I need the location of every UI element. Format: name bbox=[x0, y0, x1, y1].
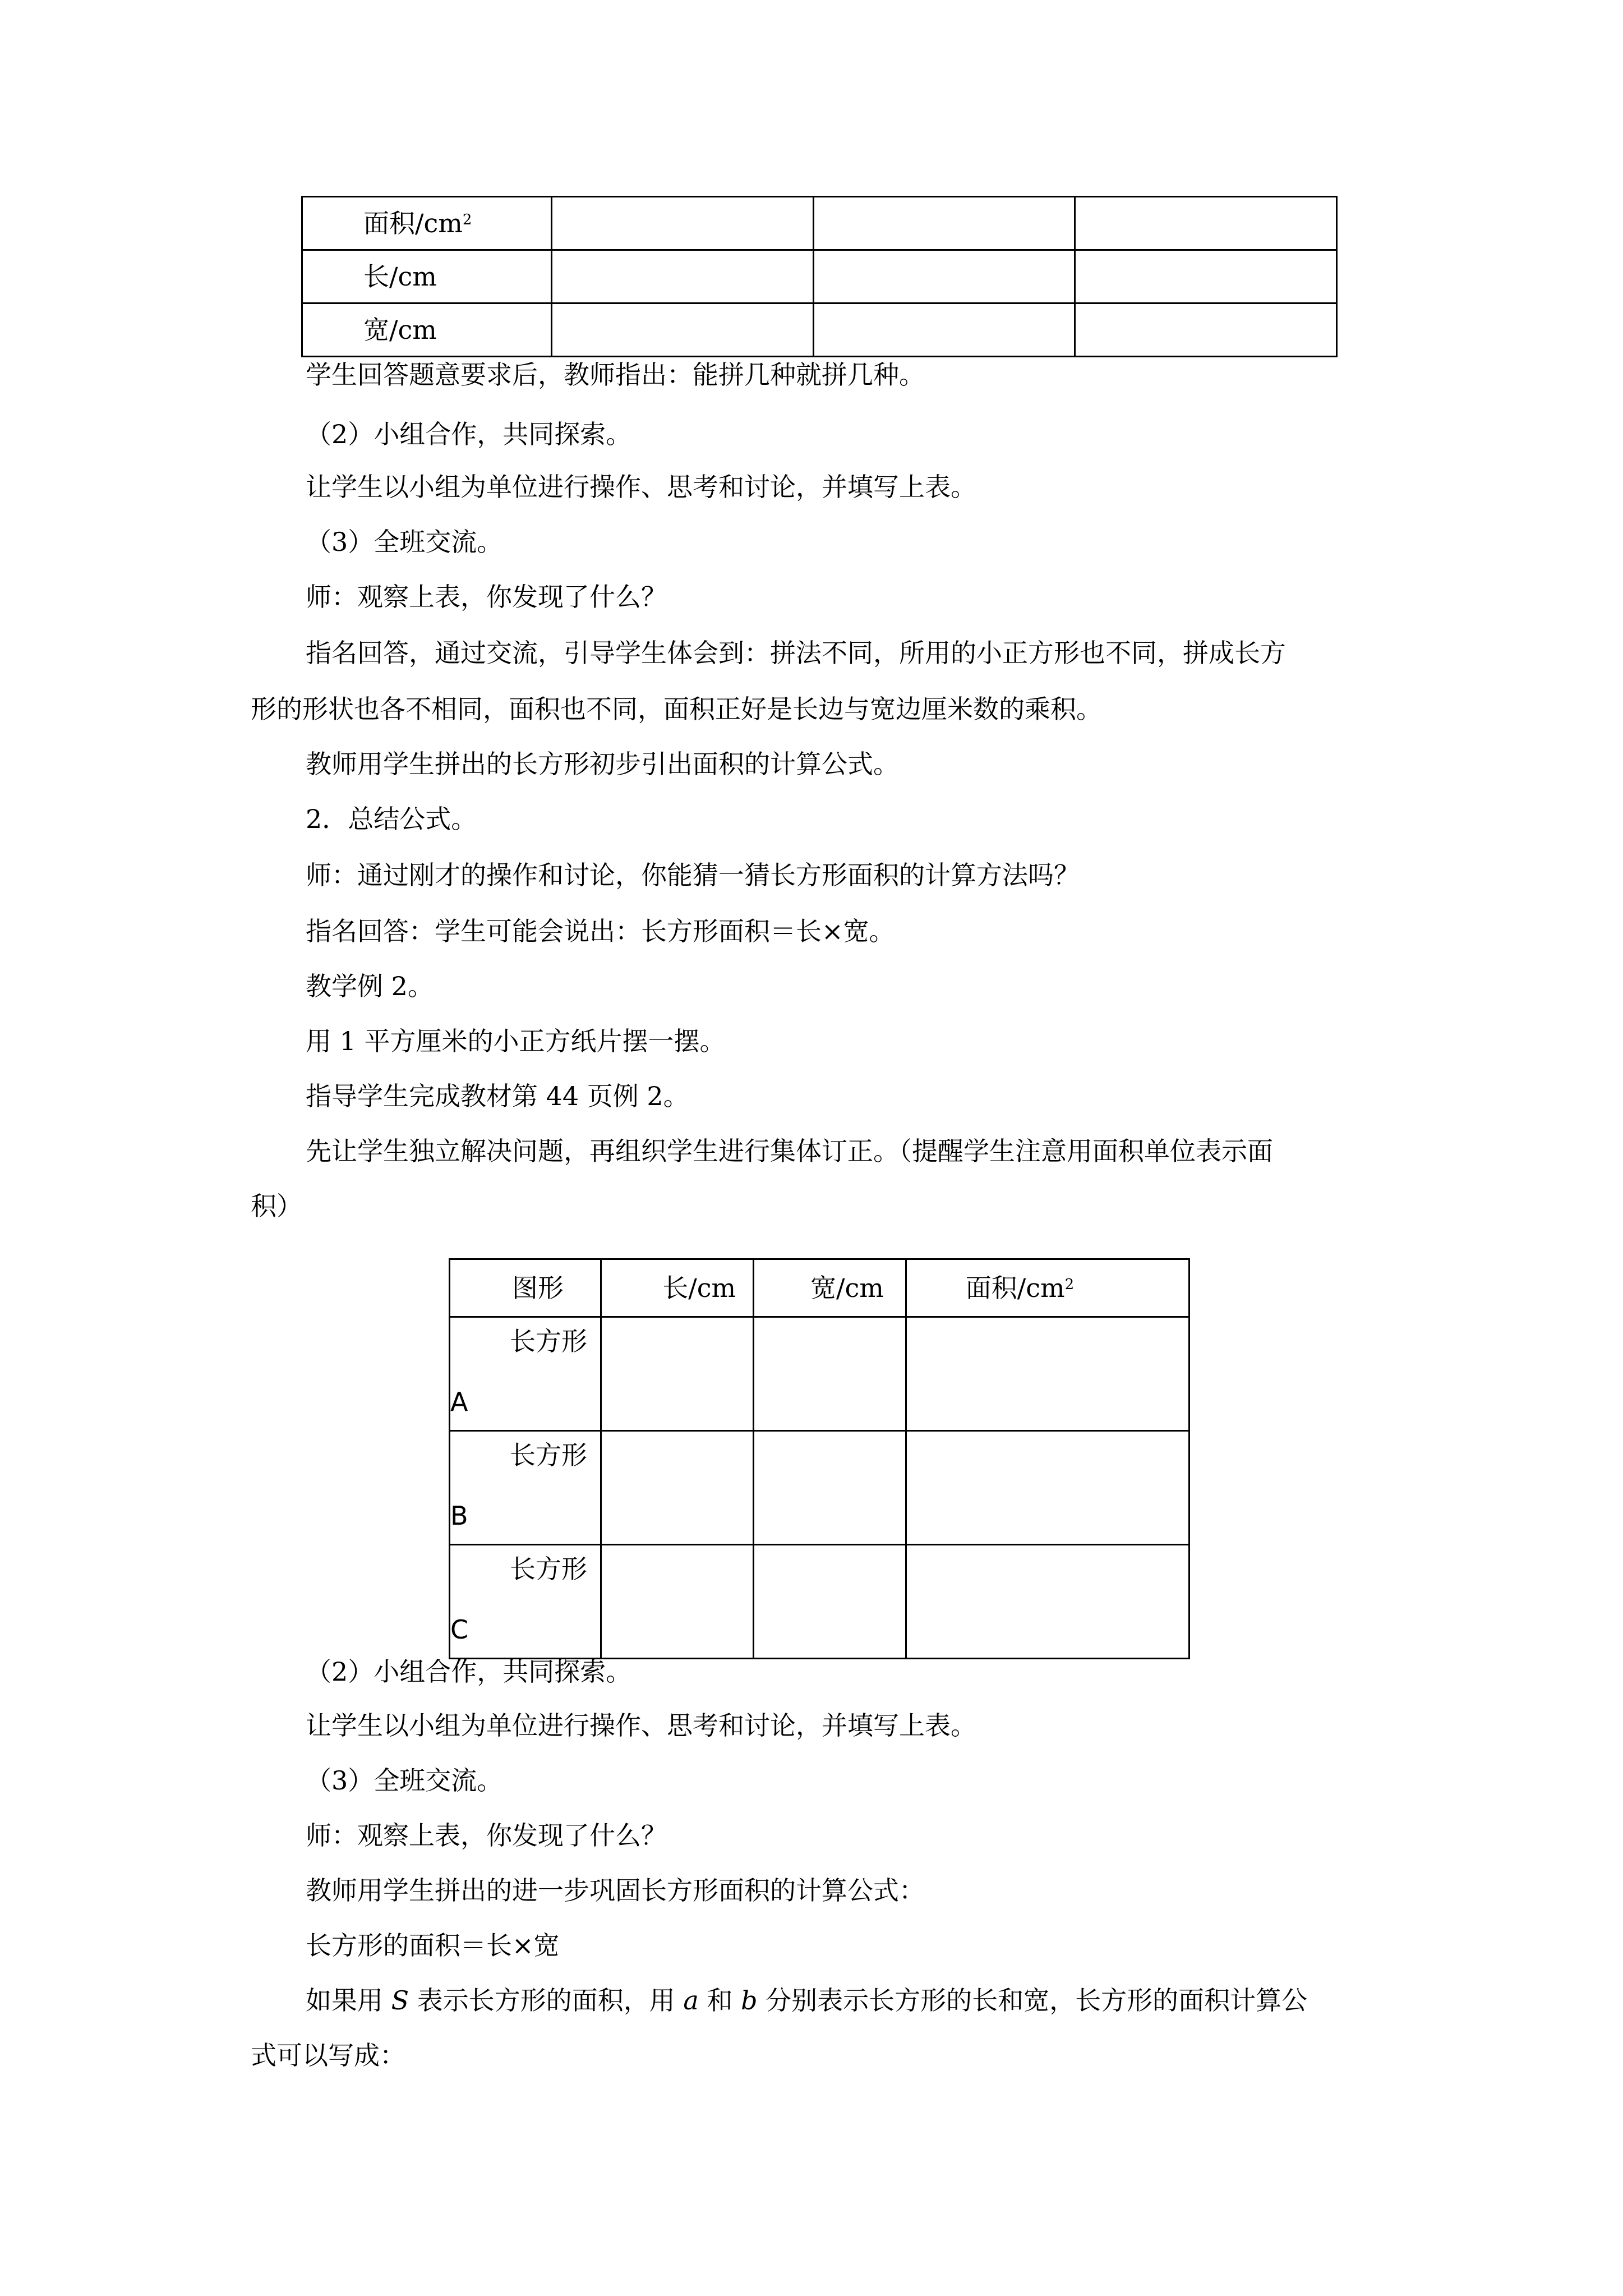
paragraph: 师：观察上表，你发现了什么？ bbox=[306, 1820, 667, 1851]
table-header-row bbox=[450, 1259, 1189, 1317]
paragraph: 指名回答，通过交流，引导学生体会到：拼法不同，所用的小正方形也不同，拼成长方 bbox=[306, 638, 1286, 668]
formula: 长方形的面积＝长×宽 bbox=[306, 1930, 560, 1961]
table-cell bbox=[906, 1545, 1189, 1659]
paragraph: 让学生以小组为单位进行操作、思考和讨论，并填写上表。 bbox=[306, 472, 976, 502]
variable-s: S bbox=[391, 1985, 409, 2016]
table-cell bbox=[754, 1431, 906, 1545]
text-run: 如果用 bbox=[306, 1985, 391, 2016]
paragraph: 先让学生独立解决问题，再组织学生进行集体订正。（提醒学生注意用面积单位表示面 bbox=[306, 1136, 1273, 1166]
paragraph: 师：通过刚才的操作和讨论，你能猜一猜长方形面积的计算方法吗？ bbox=[306, 860, 1080, 890]
table-cell bbox=[813, 303, 1075, 357]
row-label-area bbox=[302, 197, 552, 250]
paragraph: 指名回答：学生可能会说出：长方形面积＝长×宽。 bbox=[306, 916, 895, 946]
table-row bbox=[302, 250, 1337, 303]
paragraph-continued: 形的形状也各不相同，面积也不同，面积正好是长边与宽边厘米数的乘积。 bbox=[251, 694, 1102, 724]
section-heading: 2．总结公式。 bbox=[306, 804, 477, 834]
paragraph: 学生回答题意要求后，教师指出：能拼几种就拼几种。 bbox=[306, 360, 925, 390]
rectangle-table bbox=[449, 1258, 1190, 1659]
text-run: 分别表示长方形的长和宽，长方形的面积计算公 bbox=[757, 1985, 1308, 2016]
table-row bbox=[302, 197, 1337, 250]
paragraph: （2）小组合作，共同探索。 bbox=[306, 419, 632, 449]
shape-letter: A bbox=[450, 1387, 468, 1417]
header-text: 宽/cm bbox=[810, 1273, 884, 1303]
table-cell bbox=[754, 1545, 906, 1659]
shape-name: 长方形 bbox=[510, 1554, 587, 1584]
variable-b: b bbox=[741, 1985, 758, 2016]
table-cell bbox=[552, 197, 814, 250]
row-label-length bbox=[302, 250, 552, 303]
header-area bbox=[906, 1259, 1189, 1317]
shape-cell bbox=[450, 1317, 601, 1431]
shape-letter: B bbox=[450, 1501, 468, 1531]
label-text: 宽/cm bbox=[363, 315, 437, 345]
paragraph: （3）全班交流。 bbox=[306, 527, 503, 557]
table-cell bbox=[813, 197, 1075, 250]
text-run: 表示长方形的面积，用 bbox=[409, 1985, 684, 2016]
paragraph: 师：观察上表，你发现了什么？ bbox=[306, 582, 667, 612]
header-shape bbox=[450, 1259, 601, 1317]
shape-name: 长方形 bbox=[510, 1440, 587, 1470]
unit-superscript: 2 bbox=[462, 211, 472, 228]
table-row bbox=[450, 1545, 1189, 1659]
header-text: 长/cm bbox=[662, 1273, 736, 1303]
table-row bbox=[450, 1431, 1189, 1545]
shape-cell bbox=[450, 1545, 601, 1659]
header-text: 图形 bbox=[512, 1273, 564, 1303]
table-cell bbox=[906, 1317, 1189, 1431]
paragraph bbox=[306, 1984, 1307, 2017]
table-cell bbox=[552, 250, 814, 303]
paragraph-continued: 式可以写成： bbox=[251, 2040, 405, 2070]
label-text: 长/cm bbox=[363, 261, 437, 292]
paragraph: 教师用学生拼出的长方形初步引出面积的计算公式。 bbox=[306, 749, 899, 779]
header-text: 面积/cm bbox=[965, 1273, 1065, 1303]
measurement-table bbox=[301, 196, 1338, 357]
table-cell bbox=[601, 1431, 754, 1545]
shape-name: 长方形 bbox=[510, 1326, 587, 1356]
table-cell bbox=[1075, 303, 1337, 357]
variable-a: a bbox=[683, 1985, 699, 2016]
paragraph: （3）全班交流。 bbox=[306, 1765, 503, 1796]
table-cell bbox=[754, 1317, 906, 1431]
table-cell bbox=[1075, 197, 1337, 250]
table-cell bbox=[552, 303, 814, 357]
table-cell bbox=[601, 1545, 754, 1659]
table-cell bbox=[906, 1431, 1189, 1545]
paragraph: 教师用学生拼出的进一步巩固长方形面积的计算公式： bbox=[306, 1875, 925, 1906]
label-text: 面积/cm bbox=[363, 208, 463, 238]
text-run: 和 bbox=[698, 1985, 741, 2016]
paragraph-continued: 积） bbox=[251, 1191, 302, 1221]
header-width bbox=[754, 1259, 906, 1317]
paragraph: 教学例 2。 bbox=[306, 971, 434, 1001]
paragraph: 让学生以小组为单位进行操作、思考和讨论，并填写上表。 bbox=[306, 1710, 976, 1741]
table-cell bbox=[1075, 250, 1337, 303]
paragraph: （2）小组合作，共同探索。 bbox=[306, 1657, 632, 1687]
paragraph: 指导学生完成教材第 44 页例 2。 bbox=[306, 1081, 689, 1111]
table-cell bbox=[601, 1317, 754, 1431]
shape-cell bbox=[450, 1431, 601, 1545]
shape-letter: C bbox=[450, 1614, 469, 1645]
table-row bbox=[450, 1317, 1189, 1431]
table-cell bbox=[813, 250, 1075, 303]
paragraph: 用 1 平方厘米的小正方纸片摆一摆。 bbox=[306, 1026, 726, 1056]
row-label-width bbox=[302, 303, 552, 357]
table-row bbox=[302, 303, 1337, 357]
unit-superscript: 2 bbox=[1064, 1276, 1075, 1293]
header-length bbox=[601, 1259, 754, 1317]
